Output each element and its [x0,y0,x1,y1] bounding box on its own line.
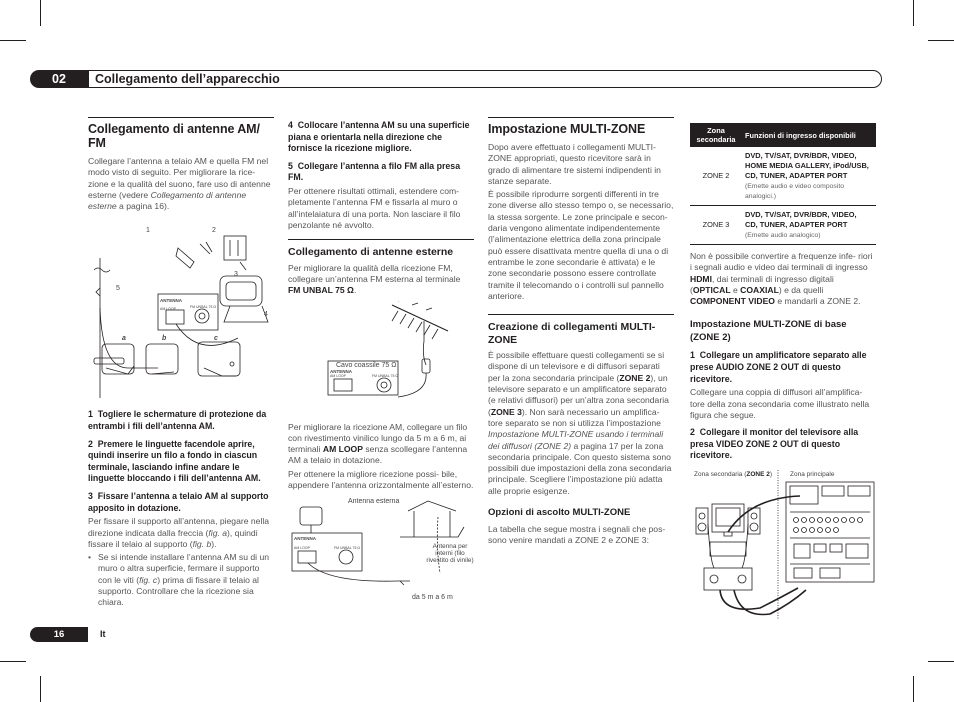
table-row [690,147,876,206]
step-3: 3 Fissare l’antenna a telaio AM al supporto apposito in dotazione. [88,491,269,513]
crop-mark [928,661,954,662]
terminal-label-am-loop: AM LOOP [330,373,346,378]
subsection-title: Opzioni di ascolto MULTI-ZONE [488,507,631,519]
section-rule [288,239,474,240]
fig-label-c: c [214,335,218,343]
chapter-number: 02 [30,70,88,88]
column-zone2 [690,121,876,633]
step-4: 4 Collocare l’antenna AM su una superficie piana e orientarla nella direzione che fornisce la ricezione migliore. [288,120,470,154]
section-rule [488,117,674,118]
paragraph: Per fissare il supporto all’antenna, piegare nella direzione indicata dalla freccia (fig. a), quindi fissare il telaio al supporto (fig. b). [88,516,270,549]
step-2: 2 Collegare il monitor del televisore alla presa VIDEO ZONE 2 OUT di questo ricevitore. [690,427,859,461]
section-title: Impostazione MULTI-ZONE [488,122,646,136]
terminal-label-am-loop: AM LOOP [160,307,176,312]
fig-number-2: 2 [212,227,216,235]
fig-number-3: 3 [234,271,238,279]
language-code: It [100,629,106,639]
section-title: Collegamento di antenne AM/ FM [88,122,260,150]
section-title: Creazione di collegamenti MULTI-ZONE [488,321,656,346]
terminal-label-antenna: ANTENNA [160,298,182,304]
terminal-label-fm-unbal: FM UNBAL 75 Ω [334,546,361,551]
terminal-label-fm-unbal: FM UNBAL 75 Ω [190,305,217,310]
crop-mark [0,661,26,662]
paragraph: Collegare l’antenna a telaio AM e quella FM nel modo visto di seguito. Per migliorare la rice- zione e la qualità del suono, fare uso di antenne esterne (vedere Collegamento di antenne esterne a pagina 16). [88,156,271,212]
external-fm-antenna-figure [288,301,474,411]
column-multizone [488,117,674,548]
paragraph: La tabella che segue mostra i segnali che pos- sono venire mandati a ZONE 2 e ZONE 3: [488,523,666,545]
bullet-item: • Se si intende installare l’antenna AM su di un muro o altra superficie, fermare il supporto con le viti (fig. c) prima di fissare il telaio al supporto. Controllare che la ricezione sia chiara. [88,552,270,608]
table-row [690,206,876,245]
step-2: 2 Premere le linguette facendole aprire, quindi inserire un filo a fondo in ciascun terminale, lasciando infine andare le linguette bloccando i fili dell’antenna AM. [88,438,261,484]
zone2-connection-figure [690,468,876,628]
terminal-label-am-loop: AM LOOP [294,546,310,551]
crop-mark [40,0,41,26]
table-cell: ZONE 3 [690,206,742,245]
fig-label-a: a [122,335,126,343]
section-rule [88,117,274,118]
terminal-label-antenna: ANTENNA [330,368,352,374]
fig-label-inner-antenna: Antenna per interni (filo rivestito di vinile) [426,543,474,565]
speaker-icon [748,508,760,534]
subsection-title: Impostazione MULTI-ZONE di base (ZONE 2) [690,319,847,343]
fig-label-external-antenna: Antenna esterna [348,498,400,506]
section-title: Collegamento di antenne esterne [288,246,454,259]
step-1: 1 Togliere le schermature di protezione da entrambi i fili dell’antenna AM. [88,409,267,432]
column-am-fm [88,117,274,609]
zone-table [690,123,876,245]
crop-mark [913,676,914,702]
paragraph: Collegare una coppia di diffusori all’amplifica- tore della zona secondaria come illustrato nella figura che segue. [690,387,870,420]
paragraph: È possibile effettuare questi collegamenti se si dispone di un televisore e di diffusori separati per la zona secondaria principale (ZONE 2), un televisore separato e un amplificatore separato (e relativi diffusori) per un’altra zona secondaria (ZONE 3). Non sarà necessario un amplifica- tore separato se non si utilizza l’impostazione Impostazione MULTI-ZONE usando i terminali dei diffusori (ZONE 2) a pagina 17 per la zona secondaria principale. Con questo sistema sono possibili due impostazioni della zona secondaria principale. Scegliere l’impostazione più adatta alle proprie esigenze. [488,350,672,496]
terminal-label-antenna: ANTENNA [294,536,316,542]
table-cell: ZONE 2 [690,147,742,206]
table-cell: DVD, TV/SAT, DVR/BDR, VIDEO, CD, TUNER, ADAPTER PORT (Emette audio analogico) [742,206,876,245]
fig-label-secondary-zone: Zona secondaria (ZONE 2) [694,470,773,478]
page-number: 16 [30,627,88,642]
crop-mark [40,676,41,702]
fig-label-main-zone: Zona principale [790,470,835,478]
fig-label-cable: Cavo coassile 75 Ω [336,361,397,369]
crop-mark [0,40,26,41]
paragraph: Dopo avere effettuato i collegamenti MULTI- ZONE appropriati, questo ricevitore sarà in grado di alimentare tre sistemi indipendenti in stanze separate. [488,142,661,186]
fig-number-4: 4 [264,311,268,319]
am-fm-antenna-figure [88,218,274,398]
table-header: Zona secondaria [690,123,742,147]
crop-mark [928,40,954,41]
fig-number-1: 1 [146,227,150,235]
fig-label-length: da 5 m a 6 m [412,594,453,602]
amplifier-icon [710,542,746,556]
external-am-antenna-figure [288,497,474,605]
paragraph: Per migliorare la ricezione AM, collegare un filo con rivestimento vinilico lungo da 5 m a 6 m, ai terminali AM LOOP senza scollegare l’antenna AM a telaio in dotazione. [288,421,468,466]
paragraph: Per ottenere la migliore ricezione possi- bile, appendere l’antenna orizzontalmente all’esterno. [288,468,474,491]
fig-label-b: b [162,335,167,343]
crop-mark [913,0,914,26]
terminal-label-fm-unbal: FM UNBAL 75 Ω [372,373,399,378]
paragraph: Per ottenere risultati ottimali, estendere com- pletamente l’antenna FM e fissarla al muro o all’intelaiatura di una porta. Non lasciare il filo penzolante né avvolto. [288,185,461,230]
paragraph: È possibile riprodurre sorgenti differenti in tre zone diverse allo stesso tempo o, se necessario, la stessa sorgente. Le zone principale e secon- daria vengono alimentate indipendentemente (l’alimentazione elettrica della zona principale può essere disattivata mentre quella di una o di entrambe le zone secondarie è attivata) e le zone secondarie possono essere controllate tramite il telecomando o i controlli sul pannello anteriore. [488,189,674,301]
table-header: Funzioni di ingresso disponibili [742,123,876,147]
step-1: 1 Collegare un amplificatore separato alle prese AUDIO ZONE 2 OUT di questo ricevitore. [690,350,867,384]
section-rule [488,314,674,315]
chapter-title: Collegamento dell’apparecchio [88,70,882,88]
speaker-icon [696,508,708,534]
paragraph: Non è possibile convertire a frequenze infe- riori i segnali audio e video dai terminali di ingresso HDMI, dai terminali di ingresso digitali (OPTICAL e COAXIAL) e da quelli COMPONENT VIDEO e mandarli a ZONE 2. [690,251,873,307]
table-cell: DVD, TV/SAT, DVR/BDR, VIDEO, HOME MEDIA GALLERY, iPod/USB, CD, TUNER, ADAPTER PORT (Emette audio e video composito analogici.) [742,147,876,206]
step-5: 5 Collegare l’antenna a filo FM alla presa FM. [288,160,461,183]
paragraph: Per migliorare la qualità della ricezione FM, collegare un’antenna FM esterna al terminale FM UNBAL 75 Ω. [288,262,461,296]
column-external-antenna [288,120,474,610]
fig-number-5: 5 [116,285,120,293]
